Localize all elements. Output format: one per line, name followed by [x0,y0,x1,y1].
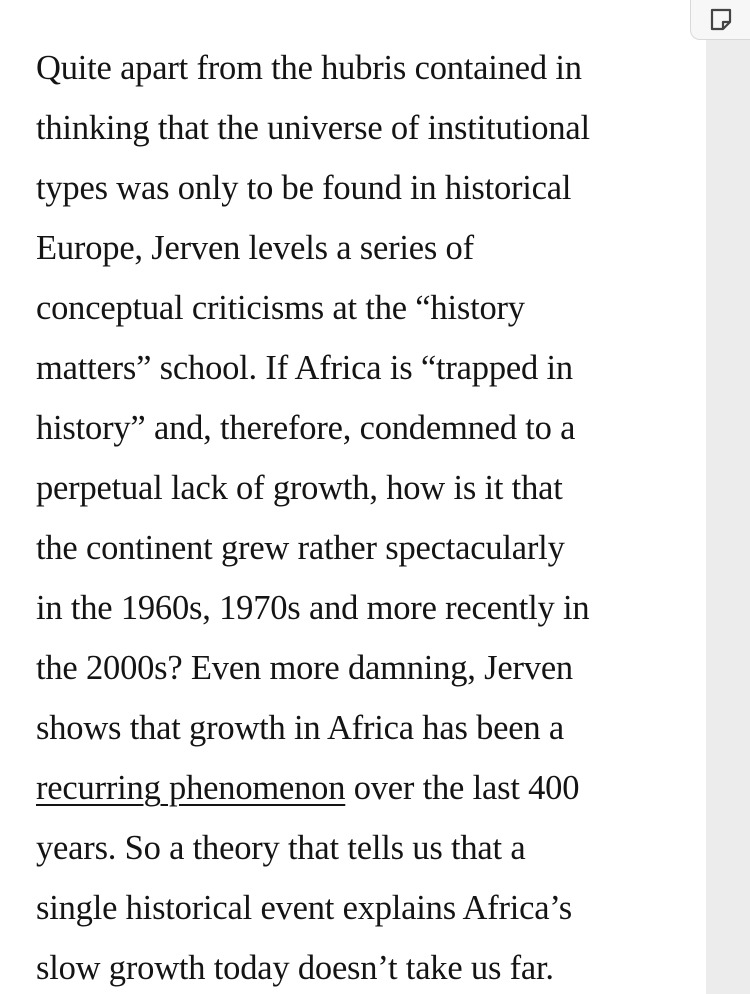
recurring-phenomenon-link[interactable]: recurring phenomenon [36,769,346,807]
text-line: history” and, therefore, condemned to a [36,409,576,447]
text-line: types was only to be found in historical [36,169,572,207]
text-line: shows that growth in Africa has been a [36,709,564,747]
note-icon [706,5,736,35]
text-line: Quite apart from the hubris contained in [36,49,582,87]
text-line: in the 1960s, 1970s and more recently in [36,589,590,627]
text-line: the 2000s? Even more damning, Jerven [36,649,573,687]
text-line: matters” school. If Africa is “trapped in [36,349,573,387]
text-line: years. So a theory that tells us that a [36,829,526,867]
article-paragraph [36,38,708,994]
scroll-gutter[interactable] [706,0,750,994]
text-line: thinking that the universe of institutional [36,109,590,147]
text-line: slow growth today doesn’t take us far. [36,949,554,987]
text-line: the continent grew rather spectacularly [36,529,565,567]
text-line: single historical event explains Africa’s [36,889,572,927]
text-line: perpetual lack of growth, how is it that [36,469,563,507]
text-line: conceptual criticisms at the “history [36,289,525,327]
note-button[interactable] [690,0,750,40]
text-line-with-link [36,758,708,818]
text-line: Europe, Jerven levels a series of [36,229,474,267]
link-trailing-text: over the last 400 [345,769,580,807]
